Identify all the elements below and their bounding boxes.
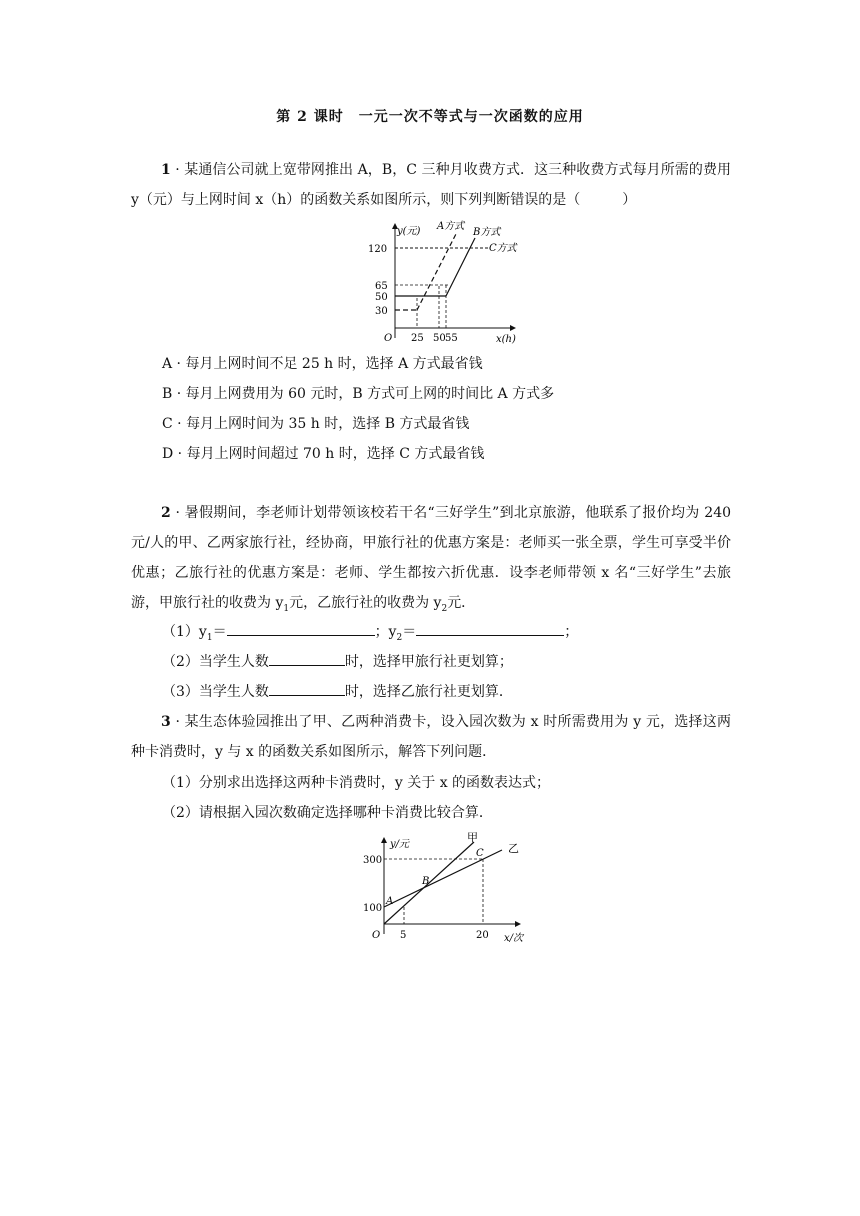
q2-part-3-text-a: （3）当学生人数 [162,684,269,700]
chart-2-x-label: x/次 [504,933,524,944]
question-2 [131,498,731,624]
question-1-number: 1 [161,162,171,178]
question-2-sub1: 1 [283,603,290,614]
chart-1-label-c: C方式 [489,243,517,254]
question-3 [131,707,731,767]
chart-1-origin: O [384,333,393,344]
question-1-text: 某通信公司就上宽带网推出 A，B，C 三种月收费方式．这三种收费方式每月所需的费用 y（元）与上网时间 x（h）的函数关系如图所示，则下列判断错误的是（ ） [131,162,732,208]
y2-answer-blank[interactable] [416,619,564,636]
question-3-separator: · [175,714,180,730]
chart-1 [355,218,525,346]
question-3-number: 3 [161,714,171,730]
chart-2-point-b: B [422,876,430,887]
chart-1-line-a-rise [417,232,457,310]
chart-1-ytick-65: 65 [375,281,388,292]
q3-part-1: （1）分别求出选择这两种卡消费时，y 关于 x 的函数表达式； [162,775,551,791]
chart-2-label-jia: 甲 [467,831,478,844]
chart-2-line-yi [384,850,502,907]
question-2-separator: · [175,505,180,521]
chart-1-line-b-rise [446,238,475,296]
chart-1-ytick-120: 120 [368,244,388,255]
question-2-text-mid: 元，乙旅行社的收费为 y [289,595,442,611]
chart-1-label-a: A方式 [437,221,465,232]
question-1 [131,155,731,215]
chart-1-label-b: B方式 [473,227,501,238]
question-1-separator: · [175,162,180,178]
question-2-text-end: 元． [447,595,476,611]
q2-part-2 [162,647,513,677]
chart-1-y-label: y(元) [397,226,421,237]
q1-option-b: B · 每月上网费用为 60 元时，B 方式可上网的时间比 A 方式多 [162,386,555,402]
chart-1-xtick-50: 50 [433,333,446,344]
q1-option-d: D · 每月上网时间超过 70 h 时，选择 C 方式最省钱 [162,446,485,462]
chart-2-label-yi: 乙 [508,842,519,855]
q2-part-1-separator: ；y [374,624,397,640]
question-2-text: 暑假期间，李老师计划带领该校若干名“三好学生”到北京旅游，他联系了报价均为 240 元/人的甲、乙两家旅行社，经协商，甲旅行社的优惠方案是：老师买一张全票，学生可享受半价优惠；乙旅行社的优惠方案是：老师、学生都按六折优惠．设李老师带领 x 名“三好学生”去旅游，甲旅行社的收费为 y [131,505,732,611]
q2-part-2-text-b: 时，选择甲旅行社更划算； [344,654,513,670]
chart-2-xtick-20: 20 [476,930,489,941]
chart-2-ytick-300: 300 [363,855,383,866]
chart-1-ytick-30: 30 [375,306,388,317]
question-3-text: 某生态体验园推出了甲、乙两种消费卡，设入园次数为 x 时所需费用为 y 元，选择这两种卡消费时，y 与 x 的函数关系如图所示，解答下列问题． [131,714,732,760]
chart-1-ytick-50: 50 [375,292,388,303]
chart-2 [362,828,532,948]
chart-2-origin: O [372,930,381,941]
q2-part-1-equals-2: ＝ [402,624,417,640]
q2-part-1-end: ； [564,624,579,640]
chart-2-point-c: C [476,848,484,859]
chart-1-xtick-55: 55 [445,333,458,344]
q2-part-3-answer-blank[interactable] [269,679,345,696]
q2-part-1-index-2: 2 [396,632,403,643]
chart-1-x-label: x(h) [496,334,516,345]
q2-part-1-equals-1: ＝ [212,624,227,640]
q2-part-3-text-b: 时，选择乙旅行社更划算． [344,684,513,700]
chart-1-xtick-25: 25 [411,333,424,344]
q1-option-a: A · 每月上网时间不足 25 h 时，选择 A 方式最省钱 [162,356,483,372]
q2-part-3 [162,677,513,707]
chart-2-xtick-5: 5 [400,930,407,941]
question-2-sub2: 2 [441,603,448,614]
page-title: 第 2 课时 一元一次不等式与一次函数的应用 [276,109,584,125]
chart-2-point-a: A [386,896,394,907]
q2-part-2-text-a: （2）当学生人数 [162,654,269,670]
q3-part-2: （2）请根据入园次数确定选择哪种卡消费比较合算． [162,805,493,821]
y1-answer-blank[interactable] [227,619,375,636]
question-2-number: 2 [161,505,171,521]
chart-2-ytick-100: 100 [363,903,383,914]
q1-option-c: C · 每月上网时间为 35 h 时，选择 B 方式最省钱 [162,416,470,432]
q2-part-1-index-1: 1 [206,632,213,643]
chart-2-y-label: y/元 [390,839,410,850]
q2-part-1-prefix: （1）y [162,624,207,640]
q2-part-2-answer-blank[interactable] [269,649,345,666]
